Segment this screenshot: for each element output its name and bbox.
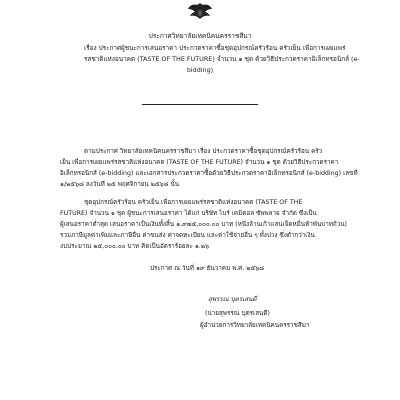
- paragraph-1-line: อิเล็กทรอนิกส์ (e-bidding) และเอกสารประกวดราคาซื้อด้วยวิธีประกวดราคาอิเล็กทรอนิกส์ (e-bidding) เลขที่: [60, 170, 358, 177]
- subject-line-1: เรื่อง ประกาศผู้ชนะการเสนอราคา ประกวดราคาซื้อชุดอุปกรณ์ครัวร้อน ครัวเย็น เพื่อการเผยแพร่: [84, 44, 346, 52]
- signature: สุพรรณ บุตรเสนดี: [208, 296, 257, 303]
- signer-name: (นายสุพรรณ บุตรเสนดี): [205, 310, 270, 317]
- paragraph-2-line: รวมภาษีมูลค่าเพิ่มและภาษีอื่น ค่าขนส่ง ค่าจดทะเบียน และค่าใช้จ่ายอื่น ๆ ทั้งปวง ซึ่งต่ำกว่าเงิน: [60, 232, 315, 239]
- paragraph-1-line: เย็น เพื่อการเผยแพร่รสชาติแห่งอนาคต (TASTE OF THE FUTURE) จำนวน ๑ ชุด ด้วยวิธีประกวดราคา: [60, 159, 339, 166]
- paragraph-2-line: งบประมาณ ๒๕,๐๐๐.๐๐ บาท คิดเป็นอัตราร้อยละ ๑.๒๖: [60, 243, 209, 250]
- organization-title: ประกาศวิทยาลัยเทคนิคนครราชสีมา: [148, 32, 252, 40]
- paragraph-2-line: ผู้เสนอราคาต่ำสุด เสนอราคาเป็นเงินทั้งสิ้น ๑,๙๗๕,๐๐๐.๐๐ บาท (หนึ่งล้านเก้าแสนเจ็ดหมื่นห้าพันบาทถ้วน): [60, 221, 347, 228]
- garuda-emblem-icon: [187, 2, 213, 20]
- divider-line: [142, 104, 258, 105]
- subject-line-2: รสชาติแห่งอนาคต (TASTE OF THE FUTURE) จำนวน ๑ ชุด ด้วยวิธีประกวดราคาอิเล็กทรอนิกส์ (e-: [84, 55, 360, 63]
- paragraph-1-line: ๑/๒๕๖๘ ลงวันที่ ๒๕ พฤศจิกายน ๒๕๖๘ นั้น: [60, 181, 180, 188]
- announcement-date: ประกาศ ณ วันที่ ๑๙ ธันวาคม พ.ศ. ๒๕๖๘: [150, 265, 265, 272]
- paragraph-2-line: ชุดอุปกรณ์ครัวร้อน ครัวเย็น เพื่อการเผยแพร่รสชาติแห่งอนาคต (TASTE OF THE: [84, 199, 303, 206]
- signer-position: ผู้อำนวยการวิทยาลัยเทคนิคนครราชสีมา: [200, 322, 310, 329]
- paragraph-1-line: ตามประกาศ วิทยาลัยเทคนิคนครราชสีมา เรื่อง ประกวดราคาซื้อชุดอุปกรณ์ครัวร้อน ครัว: [84, 148, 323, 155]
- subject-line-3: bidding): [186, 66, 214, 74]
- paragraph-2-line: FUTURE) จำนวน ๑ ชุด ผู้ชนะการเสนอราคา ได้แก่ บริษัท ไบร์ เคมิคอล ซัพพลาย จำกัด ซึ่งเป็น: [60, 210, 317, 217]
